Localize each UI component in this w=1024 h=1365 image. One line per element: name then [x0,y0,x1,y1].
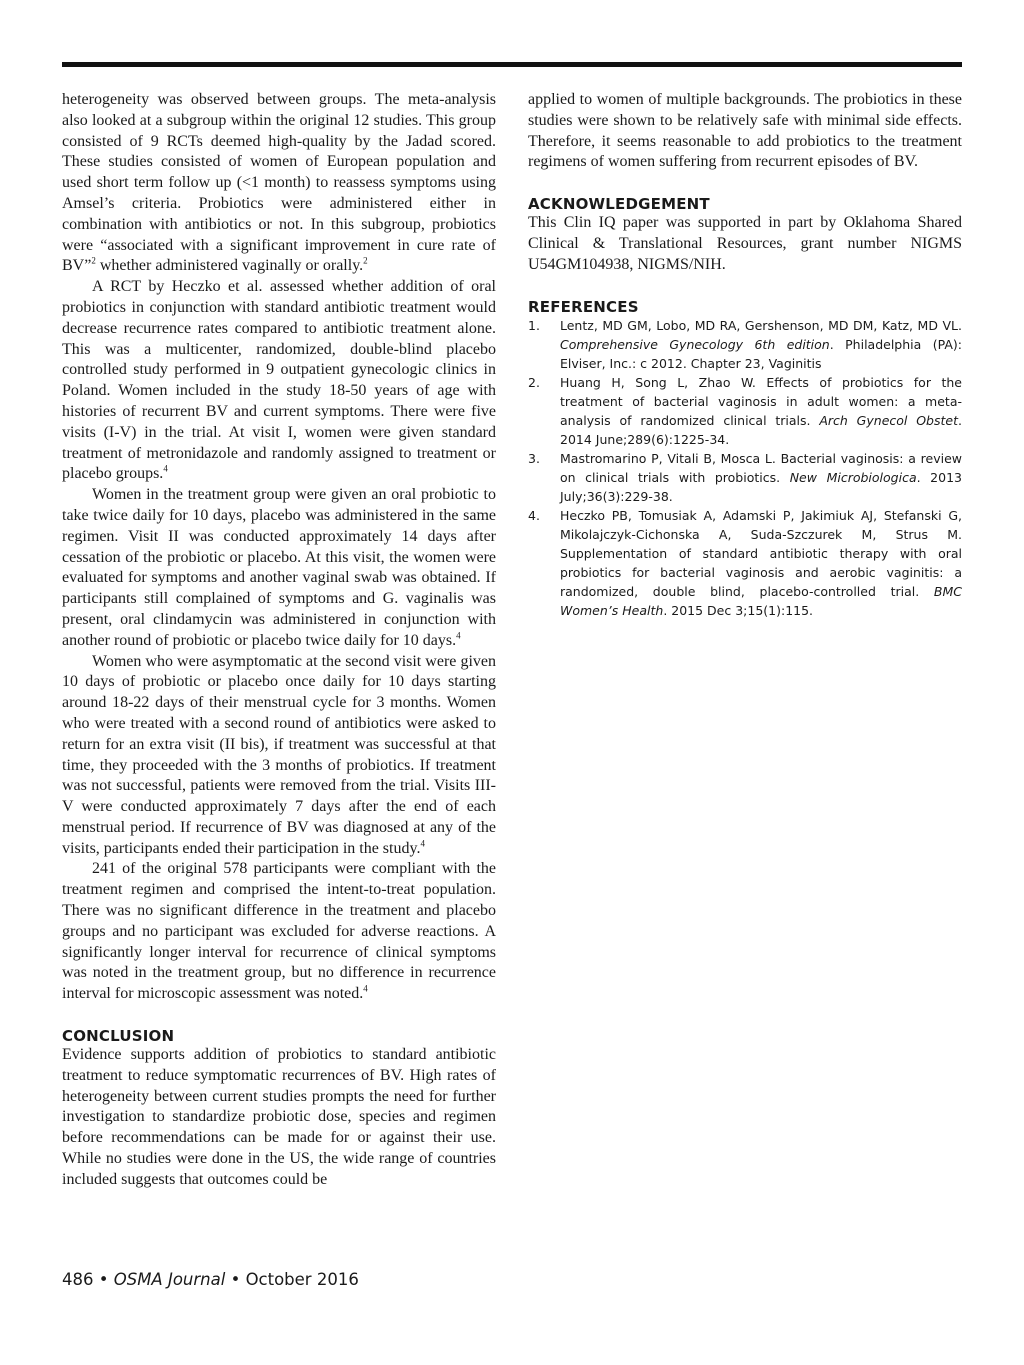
acknowledgement-heading: ACKNOWLEDGEMENT [528,195,710,214]
top-rule [62,62,962,67]
paragraph-4: Women who were asymptomatic at the second visit were given 10 days of probiotic or placebo once daily for 10 days starting around 18-22 days of their menstrual cycle for 3 months. Women who were treated with a second round of antibiotics were asked to return for an extra visit (II bis), if treatment was successful at that time, they proceeded with the 3 months of probiotics. If treatment was not successful, patients were removed from the trial. Visits III-V were conducted approximately 7 days after the end of each menstrual period. If recurrence of BV was diagnosed at any of the visits, participants ended their participation in the study.$^4$ [62,652,496,857]
page-number: 486 [62,1270,94,1289]
references-heading: REFERENCES [528,297,639,316]
reference-number: 2. [528,374,540,390]
page-footer: 486 • OSMA Journal • October 2016 [62,1270,359,1289]
reference-item: 1. Lentz, MD GM, Lobo, MD RA, Gershenson, MD DM, Katz, MD VL. Comprehensive Gynecology 6th edition. Philadelphia (PA): Elviser, Inc.: c 2012. Chapter 23, Vaginitis [528,317,962,371]
paragraph-2: A RCT by Heczko et al. assessed whether addition of oral probiotics in conjunction with standard antibiotic treatment would decrease recurrence rates compared to antibiotic treatment alone. This was a multicenter, randomized, double-blind placebo controlled study performed in 9 outpatient gynecologic clinics in Poland. Women included in the study 18-50 years of age with histories of recurrent BV and current symptoms. There were five visits (I-V) in the trial. At visit I, women were given standard treatment of metronidazole and randomly assigned to treatment or placebo groups.$^4$ [62,278,496,483]
left-column [62,90,496,1191]
references-list [528,316,962,620]
paragraph-1: heterogeneity was observed between groups. The meta-analysis also looked at a subgroup within the original 12 studies. This group consisted of 9 RCTs deemed high-quality by the Jadad scored. These studies consisted of women of European population and used short term follow up (<1 month) to reassess symptoms using Amsel’s criteria. Probiotics were administered either in combination with antibiotics or not. In this subgroup, probiotics were “associated with a significant improvement in cure rate of BV”$^2$ whether administered vaginally or orally.$^2$ [62,91,496,275]
reference-number: 3. [528,450,540,466]
right-column [528,90,962,620]
continuation-paragraph: applied to women of multiple backgrounds. The probiotics in these studies were shown to be relatively safe with minimal side effects. Therefore, it seems reasonable to add probiotics to the treatment regimens of women suffering from recurrent episodes of BV. [528,91,962,171]
issue-date: October 2016 [245,1270,359,1289]
reference-item: 3. Mastromarino P, Vitali B, Mosca L. Bacterial vaginosis: a review on clinical trials with probiotics. New Microbiologica. 2013 July;36(3):229-38. [528,450,962,504]
paragraph-3: Women in the treatment group were given an oral probiotic to take twice daily for 10 days, placebo was administered in the same regimen. Visit II was conducted approximately 14 days after cessation of the probiotic or placebo. At this visit, the women were evaluated for symptoms and another vaginal swab was obtained. If participants still complained of symptoms and G. vaginalis was present, oral clindamycin was administered in conjunction with another round of probiotic or placebo twice daily for 10 days.$^4$ [62,486,496,649]
reference-number: 4. [528,507,540,523]
reference-number: 1. [528,317,540,333]
journal-name: OSMA Journal [113,1270,226,1289]
conclusion-text: Evidence supports addition of probiotics to standard antibiotic treatment to reduce symptomatic recurrences of BV. High rates of heterogeneity between current studies prompts the need for further investigation to standardize probiotic dose, species and regimen before recommendations can be made for or against their use. While no studies were done in the US, the wide range of countries included suggests that outcomes could be [62,1046,496,1188]
reference-item: 4. Heczko PB, Tomusiak A, Adamski P, Jakimiuk AJ, Stefanski G, Mikolajczyk-Cichonska A, Suda-Szczurek M, Strus M. Supplementation of standard antibiotic therapy with oral probiotics for bacterial vaginosis and aerobic vaginitis: a randomized, double blind, placebo-controlled trial. BMC Women’s Health. 2015 Dec 3;15(1):115. [528,507,962,618]
acknowledgement-text: This Clin IQ paper was supported in part by Oklahoma Shared Clinical & Translational Resources, grant number NIGMS U54GM104938, NIGMS/NIH. [528,214,962,273]
paragraph-5: 241 of the original 578 participants were compliant with the treatment regimen and comprised the intent-to-treat population. There was no significant difference in the treatment and placebo groups and no participant was excluded for adverse reactions. A significantly longer interval for recurrence of clinical symptoms was noted in the treatment group, but no difference in recurrence interval for microscopic assessment was noted.$^4$ [62,860,496,1003]
conclusion-heading: CONCLUSION [62,1027,175,1046]
reference-item: 2. Huang H, Song L, Zhao W. Effects of probiotics for the treatment of bacterial vaginosis in adult women: a meta-analysis of randomized clinical trials. Arch Gynecol Obstet. 2014 June;289(6):1225-34. [528,374,962,447]
